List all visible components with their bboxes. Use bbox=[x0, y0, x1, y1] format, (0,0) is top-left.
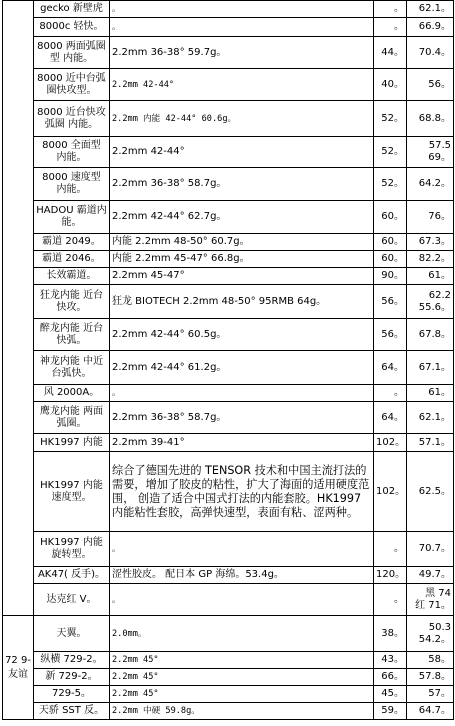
table-row bbox=[3, 584, 454, 616]
table-row bbox=[3, 234, 454, 251]
rubber-weight: 56。 bbox=[374, 319, 407, 351]
rubber-name: 8000 近台快攻弧圈 内能。 bbox=[34, 101, 110, 137]
price-line: 红 71。 bbox=[415, 599, 451, 611]
rubber-name: 长效霸道。 bbox=[34, 268, 110, 285]
rubber-name: 天骄 SST 反。 bbox=[34, 703, 110, 720]
rubber-name: 8000 两面弧圈型 内能。 bbox=[34, 37, 110, 69]
rubber-weight: 38。 bbox=[374, 616, 407, 652]
rubber-name: HK1997 内能速度型。 bbox=[34, 452, 110, 532]
rubber-spec: 2.2mm 42-44° bbox=[110, 137, 374, 168]
rubber-price: 62.1。 bbox=[407, 1, 454, 18]
price-line: 黑 74 bbox=[425, 587, 451, 599]
rubber-name: 8000 速度型 内能。 bbox=[34, 168, 110, 201]
price-line: 62.2 bbox=[428, 289, 451, 301]
rubber-spec: 2.2mm 42-44° 60.5g。 bbox=[110, 319, 374, 351]
rubber-spec: 2.2mm 36-38° 58.7g。 bbox=[110, 402, 374, 434]
price-line: 55.6。 bbox=[418, 301, 451, 313]
table-row bbox=[3, 652, 454, 669]
table-row bbox=[3, 703, 454, 720]
price-line: 57.5 bbox=[428, 140, 451, 151]
rubber-spec: 2.2mm 中硬 59.8g。 bbox=[110, 703, 374, 720]
table-row bbox=[3, 18, 454, 37]
rubber-name: 风 2000A。 bbox=[34, 385, 110, 402]
table-row bbox=[3, 69, 454, 101]
rubber-spec: 2.2mm 42-44° bbox=[110, 69, 374, 101]
rubber-spec: 2.2mm 36-38° 59.7g。 bbox=[110, 37, 374, 69]
rubber-weight: 52。 bbox=[374, 101, 407, 137]
rubber-spec: 狂龙 BIOTECH 2.2mm 48-50° 95RMB 64g。 bbox=[110, 285, 374, 319]
rubber-spec: 涩性胶皮。 配日本 GP 海绵。53.4g。 bbox=[110, 567, 374, 584]
rubber-price: 61。 bbox=[407, 385, 454, 402]
rubber-spec: 2.2mm 45° bbox=[110, 686, 374, 703]
rubber-name: AK47( 反手)。 bbox=[34, 567, 110, 584]
rubber-price bbox=[407, 285, 454, 319]
rubber-weight: 60。 bbox=[374, 201, 407, 234]
rubber-weight: 40。 bbox=[374, 69, 407, 101]
rubber-spec: 。 bbox=[110, 385, 374, 402]
rubber-spec: 内能 2.2mm 45-47° 66.8g。 bbox=[110, 251, 374, 268]
rubber-weight: 。 bbox=[374, 385, 407, 402]
table-row bbox=[3, 402, 454, 434]
table-row bbox=[3, 251, 454, 268]
table-row bbox=[3, 101, 454, 137]
rubber-spec-description: 综合了德国先进的 TENSOR 技术和中国主流打法的需要，增加了胶皮的粘性，扩大了海面的适用硬度范围， 创造了适合中国式打法的内能套胶。HK1997 内能粘性套胶，高弹快速型，表面有粘、涩两种。 bbox=[110, 452, 374, 532]
rubber-weight: 。 bbox=[374, 1, 407, 18]
rubber-weight: 。 bbox=[374, 584, 407, 616]
rubber-weight: 66。 bbox=[374, 669, 407, 686]
rubber-spec: 2.0mm。 bbox=[110, 616, 374, 652]
table-row bbox=[3, 385, 454, 402]
rubber-price: 56。 bbox=[407, 69, 454, 101]
rubber-name: 8000c 轻快。 bbox=[34, 18, 110, 37]
rubber-price: 70.4。 bbox=[407, 37, 454, 69]
rubber-spec: 2.2mm 39-41° bbox=[110, 434, 374, 452]
rubber-name: 醉龙内能 近台快弧。 bbox=[34, 319, 110, 351]
rubber-price: 57.8。 bbox=[407, 669, 454, 686]
rubber-price: 67.3。 bbox=[407, 234, 454, 251]
rubber-price: 64.2。 bbox=[407, 168, 454, 201]
table-row bbox=[3, 434, 454, 452]
rubber-spec: 。 bbox=[110, 584, 374, 616]
rubber-weight: 64。 bbox=[374, 402, 407, 434]
table-row bbox=[3, 686, 454, 703]
rubber-name: HK1997 内能 bbox=[34, 434, 110, 452]
rubber-spec: 。 bbox=[110, 532, 374, 567]
rubber-weight: 60。 bbox=[374, 251, 407, 268]
rubber-price bbox=[407, 616, 454, 652]
table-row bbox=[3, 37, 454, 69]
rubber-spec: 2.2mm 42-44° 62.7g。 bbox=[110, 201, 374, 234]
table-row bbox=[3, 532, 454, 567]
rubber-price: 64.7。 bbox=[407, 703, 454, 720]
table-row bbox=[3, 285, 454, 319]
rubber-weight: 45。 bbox=[374, 686, 407, 703]
rubber-weight: 52。 bbox=[374, 168, 407, 201]
rubber-name: 霸道 2046。 bbox=[34, 251, 110, 268]
table-row bbox=[3, 616, 454, 652]
table-row bbox=[3, 268, 454, 285]
rubber-spec: 2.2mm 36-38° 58.7g。 bbox=[110, 168, 374, 201]
rubber-price: 49.7。 bbox=[407, 567, 454, 584]
rubber-weight: 64。 bbox=[374, 351, 407, 385]
rubber-price: 61。 bbox=[407, 268, 454, 285]
brand-label: 72 9- 友谊 bbox=[5, 654, 31, 680]
rubber-spec-table bbox=[2, 0, 454, 720]
rubber-weight: 44。 bbox=[374, 37, 407, 69]
table-row bbox=[3, 137, 454, 168]
rubber-weight: 120。 bbox=[374, 567, 407, 584]
rubber-name: 纵横 729-2。 bbox=[34, 652, 110, 669]
rubber-weight: 90。 bbox=[374, 268, 407, 285]
table-row bbox=[3, 1, 454, 18]
rubber-spec: 内能 2.2mm 48-50° 60.7g。 bbox=[110, 234, 374, 251]
table-row bbox=[3, 201, 454, 234]
rubber-price: 57.1。 bbox=[407, 434, 454, 452]
rubber-price: 57。 bbox=[407, 686, 454, 703]
rubber-price bbox=[407, 584, 454, 616]
rubber-price: 67.1。 bbox=[407, 351, 454, 385]
rubber-spec: 。 bbox=[110, 1, 374, 18]
brand-cell bbox=[3, 616, 34, 720]
table-row bbox=[3, 168, 454, 201]
rubber-name: 鹰龙内能 两面弧圈。 bbox=[34, 402, 110, 434]
rubber-weight: 102。 bbox=[374, 434, 407, 452]
rubber-spec: 2.2mm 内能 42-44° 60.6g。 bbox=[110, 101, 374, 137]
rubber-weight: 52。 bbox=[374, 137, 407, 168]
rubber-price: 62.1。 bbox=[407, 402, 454, 434]
price-line: 54.2。 bbox=[418, 633, 451, 645]
rubber-price: 70.7。 bbox=[407, 532, 454, 567]
table-row bbox=[3, 567, 454, 584]
table-row bbox=[3, 351, 454, 385]
table-row bbox=[3, 452, 454, 532]
rubber-name: HK1997 内能旋转型。 bbox=[34, 532, 110, 567]
rubber-weight: 43。 bbox=[374, 652, 407, 669]
price-line: 50.3 bbox=[428, 621, 451, 633]
rubber-weight: 。 bbox=[374, 532, 407, 567]
rubber-name: HADOU 霸道内能。 bbox=[34, 201, 110, 234]
brand-cell-upper bbox=[3, 1, 34, 616]
rubber-spec: 2.2mm 45-47° bbox=[110, 268, 374, 285]
rubber-name: 狂龙内能 近台快攻。 bbox=[34, 285, 110, 319]
table-row bbox=[3, 669, 454, 686]
rubber-name: 新 729-2。 bbox=[34, 669, 110, 686]
rubber-spec: 2.2mm 45° bbox=[110, 669, 374, 686]
rubber-weight: 。 bbox=[374, 18, 407, 37]
rubber-price: 66.9。 bbox=[407, 18, 454, 37]
rubber-name: 天翼。 bbox=[34, 616, 110, 652]
rubber-price: 67.8。 bbox=[407, 319, 454, 351]
rubber-price: 58。 bbox=[407, 652, 454, 669]
rubber-spec: 2.2mm 45° bbox=[110, 652, 374, 669]
rubber-name: 729-5。 bbox=[34, 686, 110, 703]
rubber-weight: 102。 bbox=[374, 452, 407, 532]
rubber-price: 62.5。 bbox=[407, 452, 454, 532]
rubber-name: 达克红 V。 bbox=[34, 584, 110, 616]
rubber-weight: 56。 bbox=[374, 285, 407, 319]
rubber-price: 68.8。 bbox=[407, 101, 454, 137]
rubber-name: 霸道 2049。 bbox=[34, 234, 110, 251]
rubber-name: 8000 近中台弧圈快攻型。 bbox=[34, 69, 110, 101]
rubber-name: 神龙内能 中近台弧快。 bbox=[34, 351, 110, 385]
rubber-weight: 60。 bbox=[374, 234, 407, 251]
rubber-price: 82.2。 bbox=[407, 251, 454, 268]
rubber-price: 76。 bbox=[407, 201, 454, 234]
table-row bbox=[3, 319, 454, 351]
rubber-name: gecko 新壁虎 bbox=[34, 1, 110, 18]
rubber-name: 8000 全面型 内能。 bbox=[34, 137, 110, 168]
rubber-spec: 2.2mm 42-44° 61.2g。 bbox=[110, 351, 374, 385]
price-line: 69。 bbox=[428, 152, 451, 163]
rubber-price bbox=[407, 137, 454, 168]
rubber-spec: 。 bbox=[110, 18, 374, 37]
rubber-weight: 59。 bbox=[374, 703, 407, 720]
